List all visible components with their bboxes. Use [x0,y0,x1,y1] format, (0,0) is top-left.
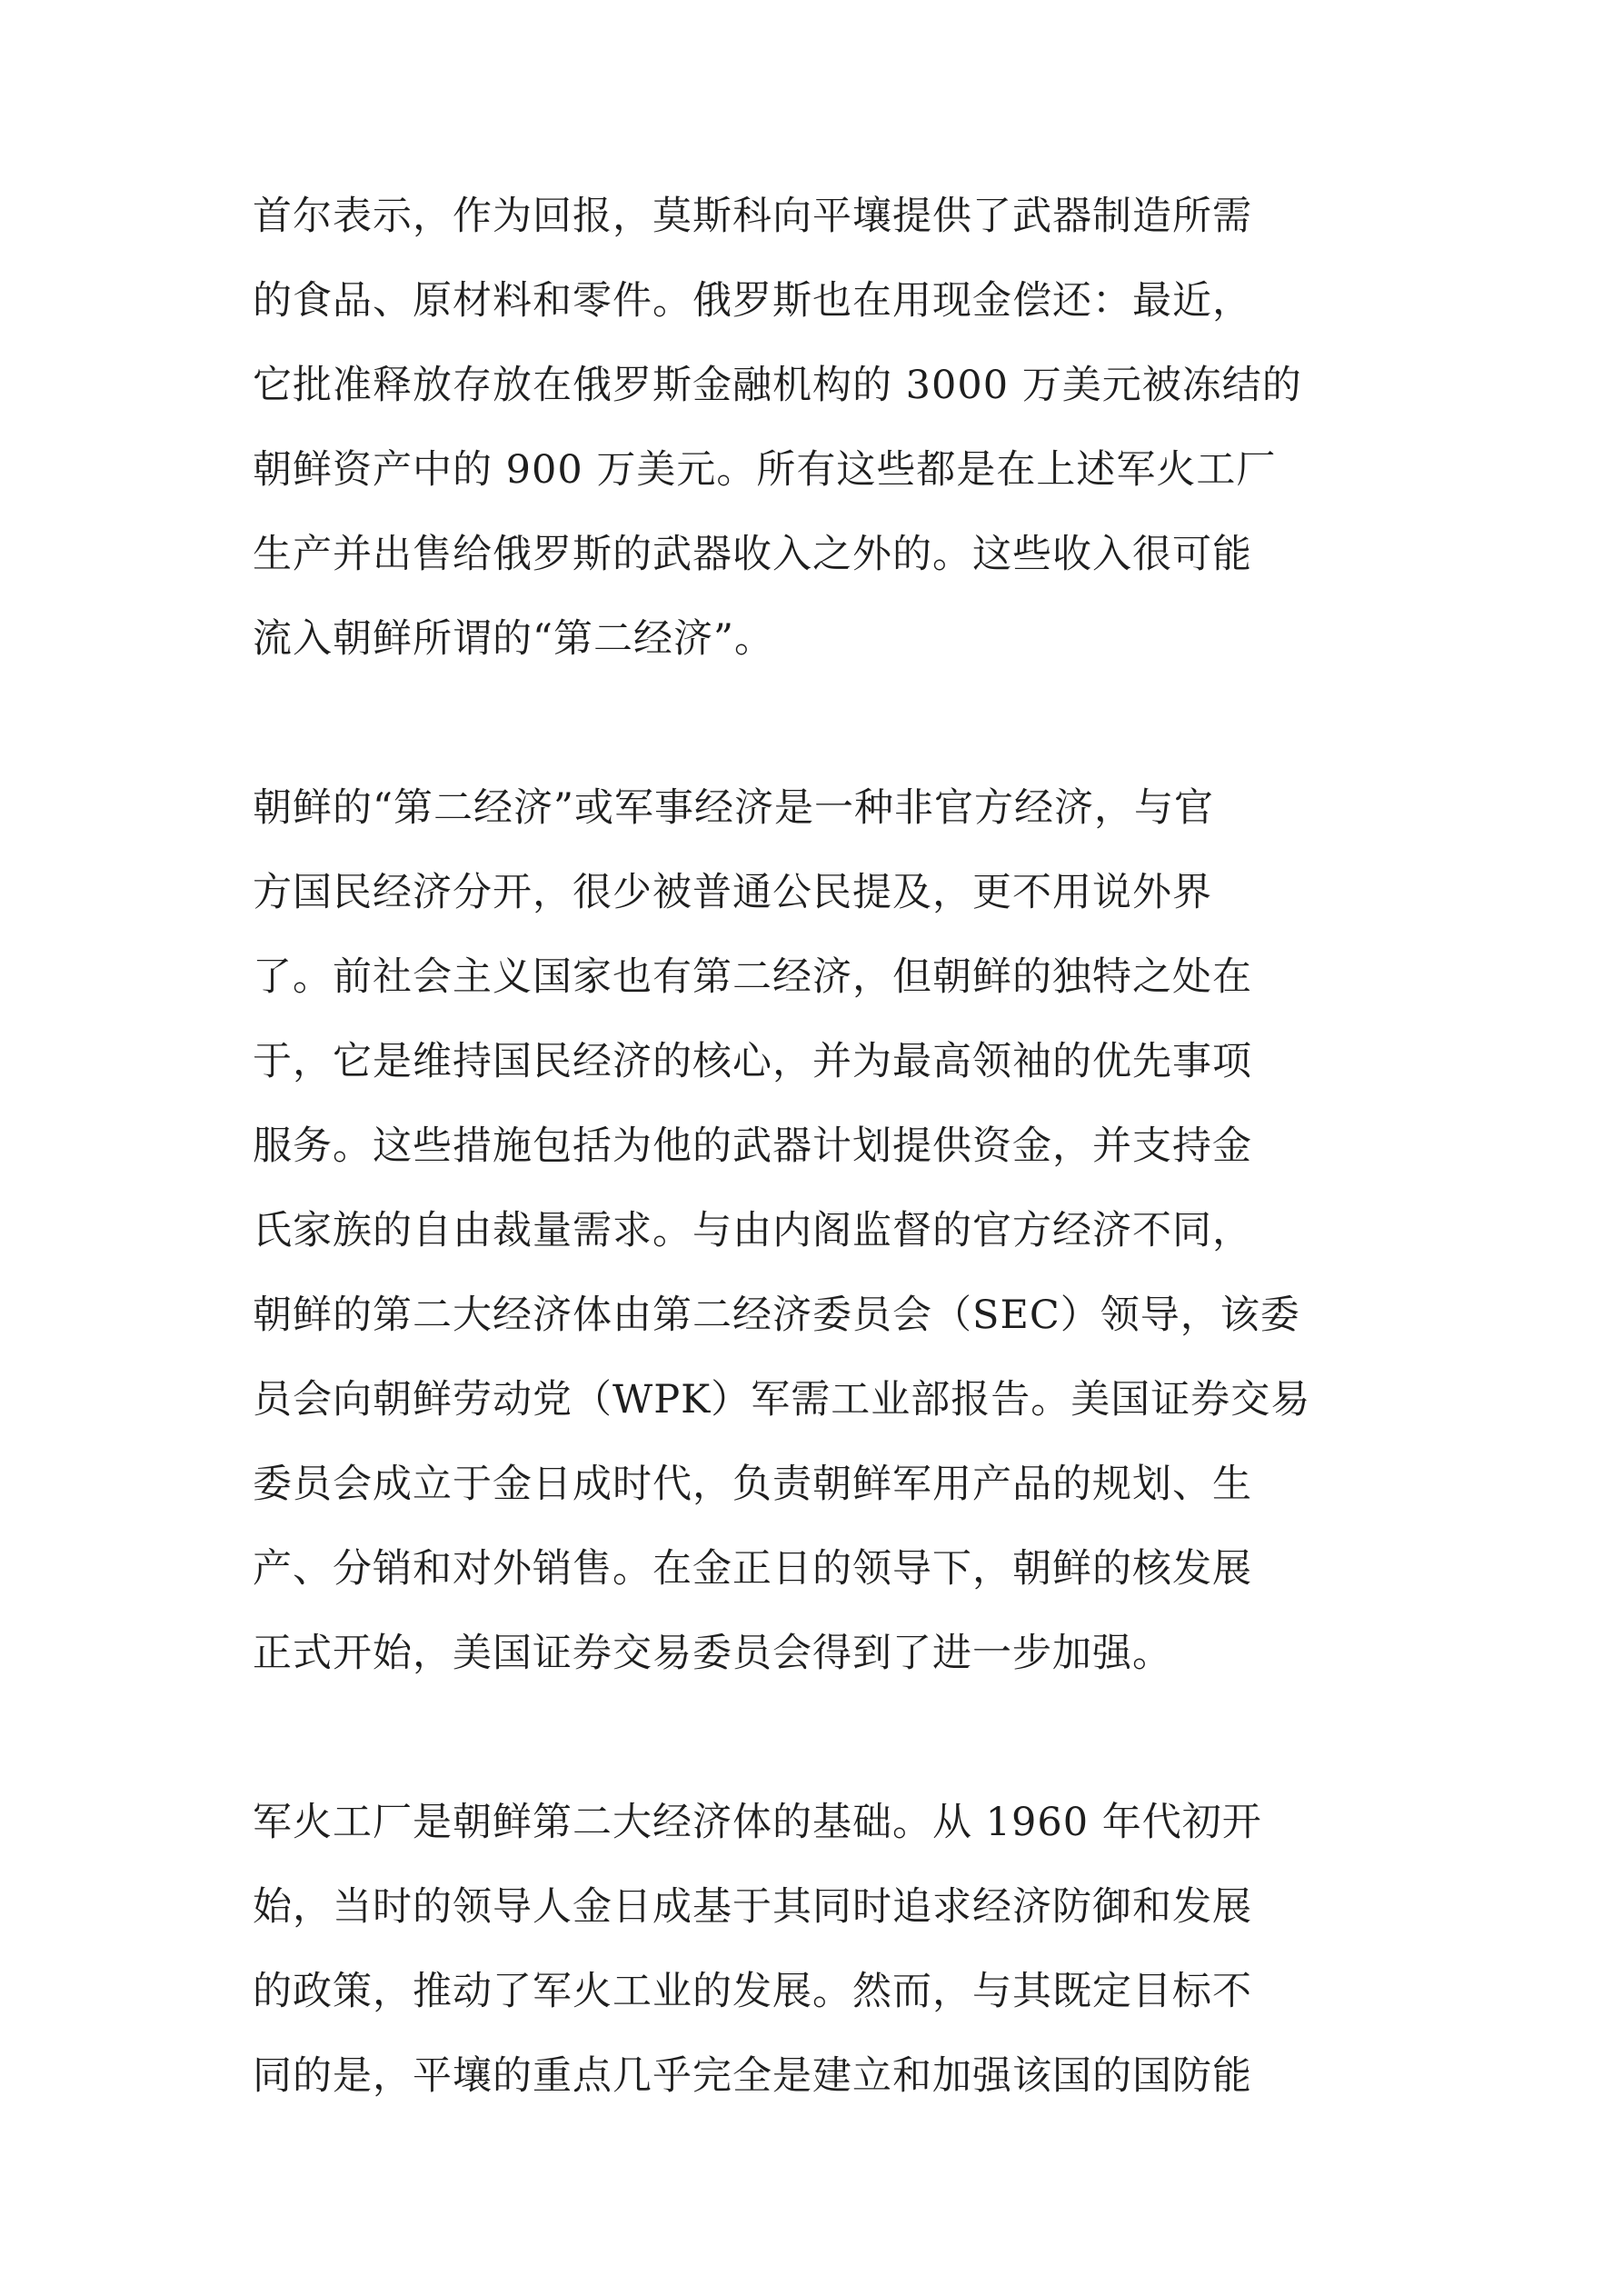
text-line: 它批准释放存放在俄罗斯金融机构的 3000 万美元被冻结的 [253,363,1302,408]
text-line: 委员会成立于金日成时代，负责朝鲜军用产品的规划、生 [253,1462,1252,1507]
text-line: 朝鲜资产中的 900 万美元。所有这些都是在上述军火工厂 [253,447,1277,493]
text-line: 生产并出售给俄罗斯的武器收入之外的。这些收入很可能 [253,532,1252,577]
text-line: 服务。这些措施包括为他的武器计划提供资金，并支持金 [253,1123,1252,1169]
text-line: 员会向朝鲜劳动党（WPK）军需工业部报告。美国证券交易 [253,1377,1311,1423]
text-line: 正式开始，美国证券交易委员会得到了进一步加强。 [253,1631,1172,1676]
text-line: 产、分销和对外销售。在金正日的领导下，朝鲜的核发展 [253,1546,1252,1592]
text-line: 军火工厂是朝鲜第二大经济体的基础。从 1960 年代初开 [253,1800,1262,1845]
text-line: 朝鲜的第二大经济体由第二经济委员会（SEC）领导，该委 [253,1293,1300,1338]
text-line: 的食品、原材料和零件。俄罗斯也在用现金偿还：最近， [253,278,1252,324]
text-line: 氏家族的自由裁量需求。与由内阁监督的官方经济不同， [253,1208,1252,1253]
text-line: 朝鲜的“第二经济”或军事经济是一种非官方经济，与官 [253,785,1214,831]
text-line: 的政策，推动了军火工业的发展。然而，与其既定目标不 [253,1969,1252,2014]
paragraph-2 [253,766,1379,1696]
text-line: 同的是，平壤的重点几乎完全是建立和加强该国的国防能 [253,2053,1252,2099]
text-line: 首尔表示，作为回报，莫斯科向平壤提供了武器制造所需 [253,194,1252,239]
text-line: 了。前社会主义国家也有第二经济，但朝鲜的独特之处在 [253,954,1252,1000]
paragraph-3 [253,1781,1379,2119]
text-line: 方国民经济分开，很少被普通公民提及，更不用说外界 [253,870,1212,915]
text-line: 流入朝鲜所谓的“第二经济”。 [253,616,774,662]
text-line: 于，它是维持国民经济的核心，并为最高领袖的优先事项 [253,1039,1252,1084]
body-text [253,175,1379,2119]
text-line: 始，当时的领导人金日成基于其同时追求经济防御和发展 [253,1884,1252,1930]
paragraph-1 [253,175,1379,682]
